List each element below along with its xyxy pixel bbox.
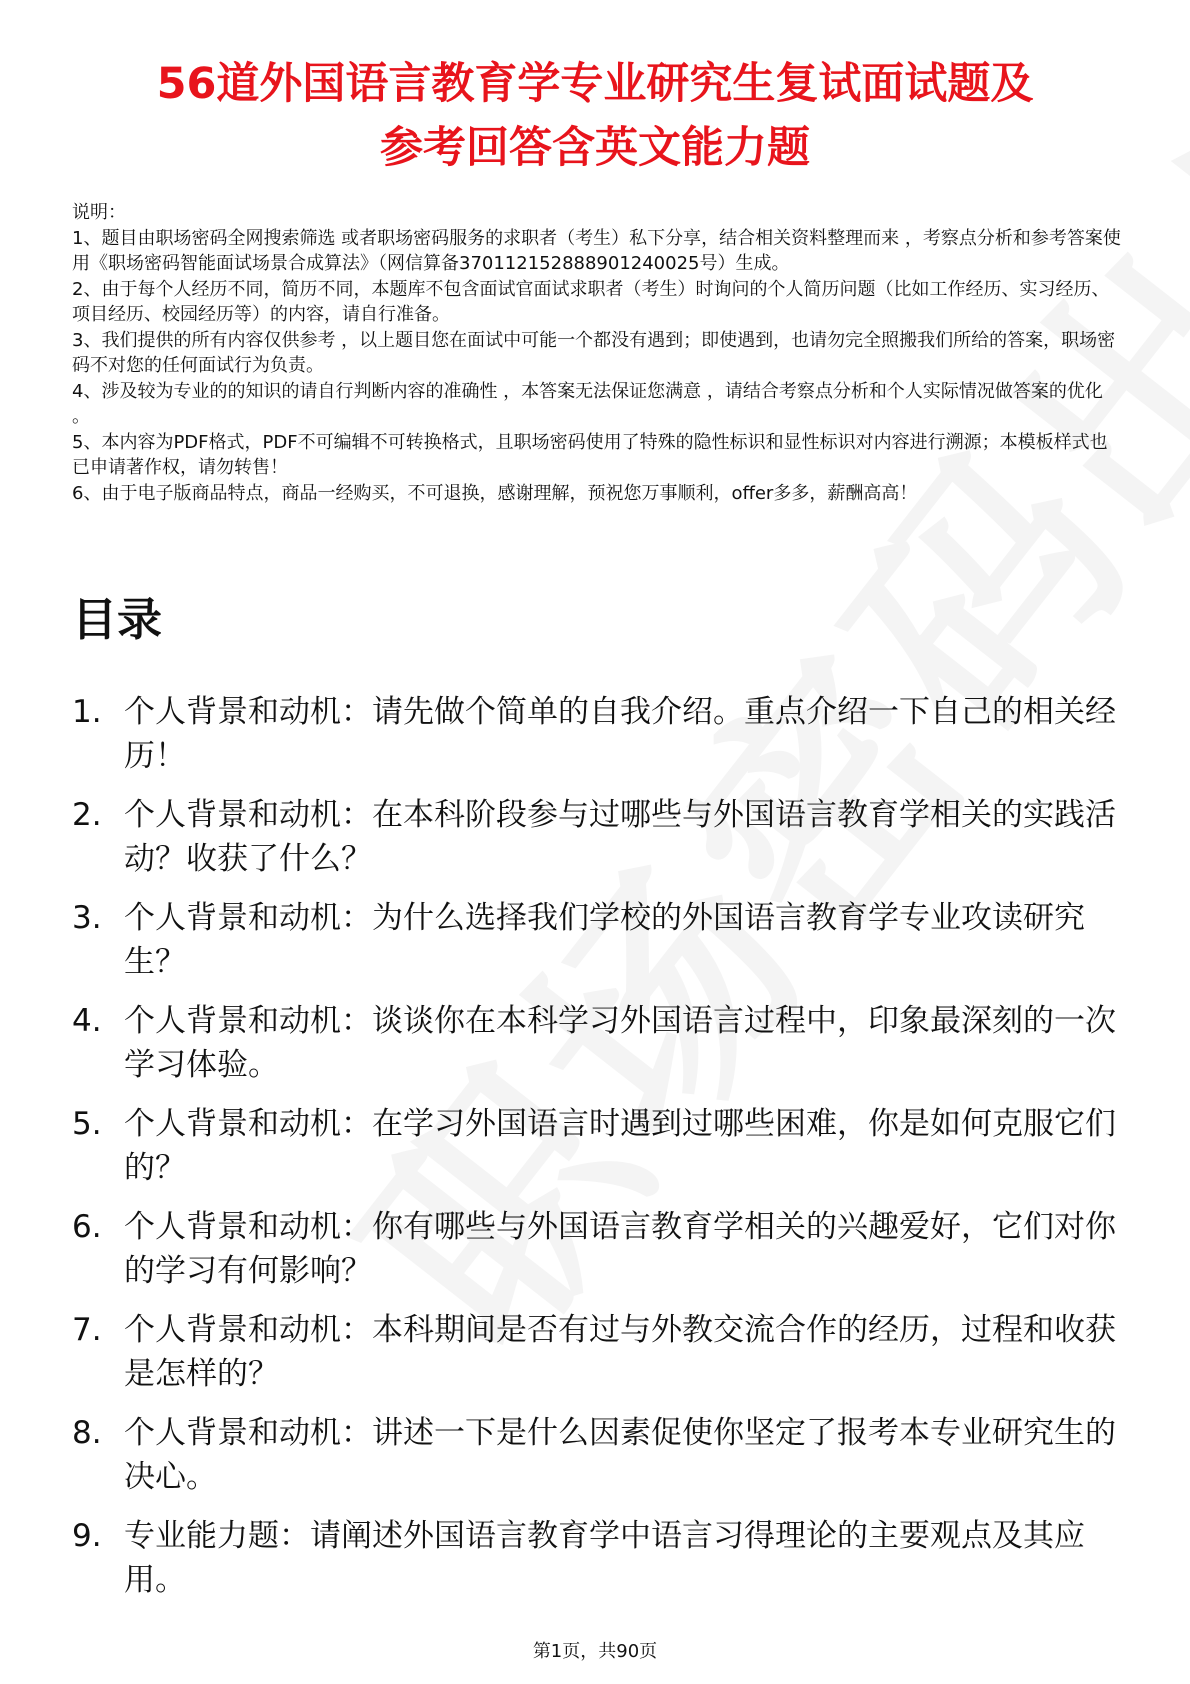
note-item: 5、本内容为PDF格式，PDF不可编辑不可转换格式，且职场密码使用了特殊的隐性标识和显性标识对内容进行溯源；本模板样式也已申请著作权，请勿转售！ [72, 431, 1108, 478]
note-item: 3、我们提供的所有内容仅供参考 ，以上题目您在面试中可能一个都没有遇到；即使遇到，也请勿完全照搬我们所给的答案，职场密码不对您的任何面试行为负责。 [72, 329, 1116, 376]
toc-item-number: 9. [72, 1518, 102, 1554]
title-line-1: 56道外国语言教育学专业研究生复试面试题及 [156, 59, 1034, 109]
toc-item-text: 个人背景和动机：讲述一下是什么因素促使你坚定了报考本专业研究生的决心。 [124, 1415, 1116, 1495]
toc-item-number: 2. [72, 797, 102, 833]
toc-item-number: 7. [72, 1312, 102, 1348]
toc-item-text: 个人背景和动机：为什么选择我们学校的外国语言教育学专业攻读研究生？ [124, 900, 1085, 980]
note-item: 6、由于电子版商品特点，商品一经购买，不可退换，感谢理解，预祝您万事顺利，offer多多，薪酬高高！ [72, 482, 918, 504]
toc-item[interactable] [72, 690, 1122, 793]
toc-item-text: 个人背景和动机：本科期间是否有过与外教交流合作的经历，过程和收获是怎样的？ [124, 1312, 1116, 1392]
toc-item[interactable] [72, 793, 1122, 896]
toc-item-number: 5. [72, 1106, 102, 1142]
toc-item-text: 个人背景和动机：请先做个简单的自我介绍。重点介绍一下自己的相关经历！ [124, 694, 1116, 774]
toc-item[interactable] [72, 999, 1122, 1102]
toc-item-text: 专业能力题：请阐述外国语言教育学中语言习得理论的主要观点及其应用。 [124, 1518, 1085, 1598]
toc-item-number: 6. [72, 1209, 102, 1245]
notes-heading: 说明： [72, 202, 126, 223]
toc-item-number: 4. [72, 1003, 102, 1039]
toc-item-text: 个人背景和动机：在学习外国语言时遇到过哪些困难，你是如何克服它们的？ [124, 1106, 1116, 1186]
toc-item-text: 个人背景和动机：谈谈你在本科学习外国语言过程中，印象最深刻的一次学习体验。 [124, 1003, 1116, 1083]
note-item: 2、由于每个人经历不同，简历不同，本题库不包含面试官面试求职者（考生）时询问的个人简历问题（比如工作经历、实习经历、项目经历、校园经历等）的内容，请自行准备。 [72, 278, 1110, 325]
toc-item-number: 3. [72, 900, 102, 936]
note-item: 1、题目由职场密码全网搜索筛选 或者职场密码服务的求职者（考生）私下分享，结合相关资料整理而来 ，考察点分析和参考答案使用《职场密码智能面试场景合成算法》（网信算备370112152888901240025号）生成。 [72, 227, 1121, 274]
notes-section [72, 200, 1122, 506]
note-item: 4、涉及较为专业的的知识的请自行判断内容的准确性 ，本答案无法保证您满意 ，请结合考察点分析和个人实际情况做答案的优化 。 [72, 380, 1103, 427]
toc-item-text: 个人背景和动机：你有哪些与外国语言教育学相关的兴趣爱好，它们对你的学习有何影响？ [124, 1209, 1116, 1289]
toc-item[interactable] [72, 896, 1122, 999]
toc-item[interactable] [72, 1411, 1122, 1514]
toc-item[interactable] [72, 1102, 1122, 1205]
title-line-2: 参考回答含英文能力题 [380, 123, 810, 173]
toc-item-text: 个人背景和动机：在本科阶段参与过哪些与外国语言教育学相关的实践活动？收获了什么？ [124, 797, 1116, 877]
toc-heading: 目录 [72, 593, 163, 646]
document-title [70, 52, 1120, 180]
toc-item[interactable] [72, 1514, 1122, 1617]
toc-item[interactable] [72, 1308, 1122, 1411]
page-footer: 第1页，共90页 [532, 1641, 658, 1662]
toc-list [72, 690, 1122, 1617]
toc-item-number: 1. [72, 694, 102, 730]
toc-item[interactable] [72, 1205, 1122, 1308]
toc-item-number: 8. [72, 1415, 102, 1451]
